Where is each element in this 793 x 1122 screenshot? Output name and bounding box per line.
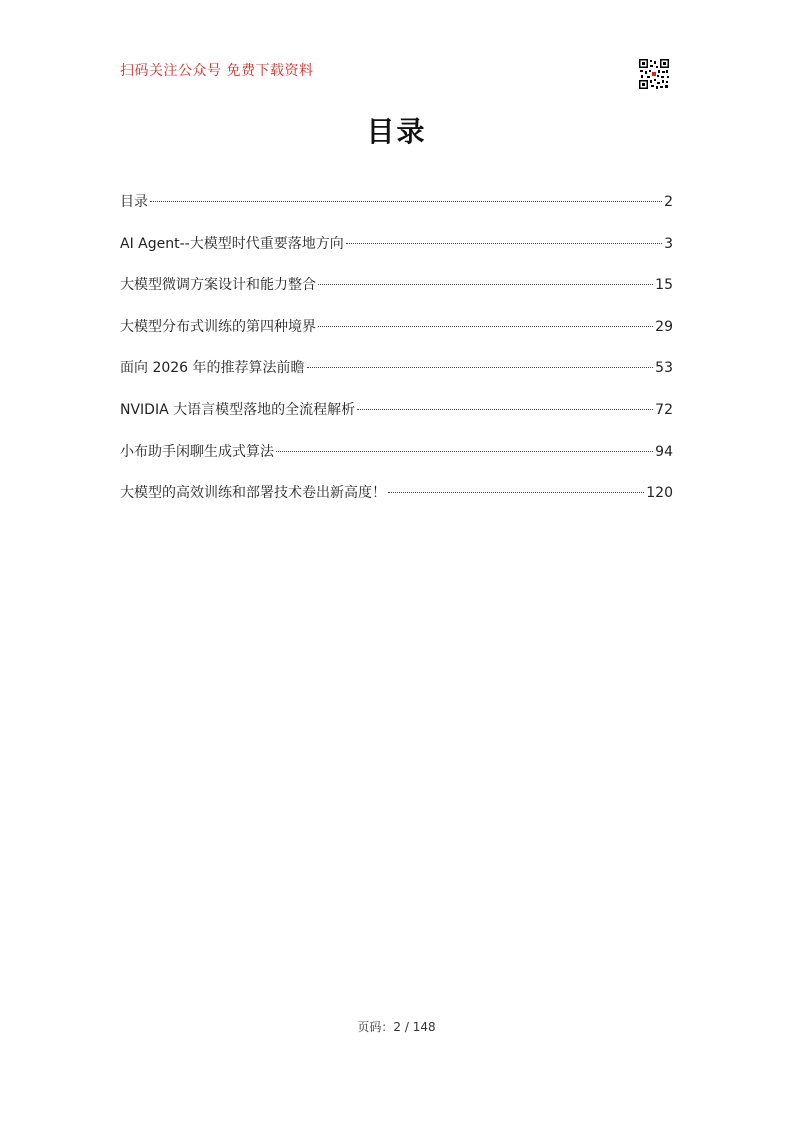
toc-entry-page: 72 (655, 401, 673, 418)
toc-entry[interactable] (120, 482, 673, 502)
promo-text: 扫码关注公众号 免费下载资料 (120, 63, 314, 79)
toc-entry-title: 大模型微调方案设计和能力整合 (120, 277, 316, 294)
toc-entry-page: 29 (655, 318, 673, 335)
toc-entry-title: 大模型分布式训练的第四种境界 (120, 318, 316, 335)
toc-entry[interactable] (120, 316, 673, 336)
toc-dot-leader (318, 284, 653, 285)
toc-entry[interactable] (120, 274, 673, 294)
toc-entry[interactable] (120, 441, 673, 461)
toc-entry-page: 3 (664, 235, 673, 252)
toc-entry[interactable] (120, 191, 673, 211)
page-title: 目录 (366, 115, 427, 148)
toc-entry-page: 53 (655, 360, 673, 377)
toc-dot-leader (150, 201, 662, 202)
toc-dot-leader (307, 367, 654, 368)
toc-entry-title: 小布助手闲聊生成式算法 (120, 443, 274, 460)
toc-entry-title: NVIDIA 大语言模型落地的全流程解析 (120, 401, 356, 418)
toc-dot-leader (388, 492, 644, 493)
toc-entry-page: 15 (655, 277, 673, 294)
toc-entry-title: AI Agent--大模型时代重要落地方向 (120, 235, 344, 252)
toc-dot-leader (357, 409, 653, 410)
toc-entry-page: 120 (646, 485, 673, 502)
table-of-contents (120, 191, 673, 524)
toc-entry[interactable] (120, 399, 673, 419)
toc-entry[interactable] (120, 233, 673, 253)
page-number-footer: 页码：2 / 148 (357, 1020, 436, 1034)
toc-entry-page: 2 (664, 194, 673, 210)
toc-entry-title: 大模型的高效训练和部署技术卷出新高度！ (120, 485, 386, 502)
toc-dot-leader (318, 326, 653, 327)
qr-code-icon[interactable] (638, 58, 670, 90)
toc-entry[interactable] (120, 357, 673, 377)
toc-dot-leader (346, 243, 662, 244)
toc-entry-title: 目录 (120, 194, 148, 210)
toc-entry-page: 94 (655, 443, 673, 460)
toc-dot-leader (276, 451, 653, 452)
toc-entry-title: 面向 2026 年的推荐算法前瞻 (120, 360, 305, 377)
